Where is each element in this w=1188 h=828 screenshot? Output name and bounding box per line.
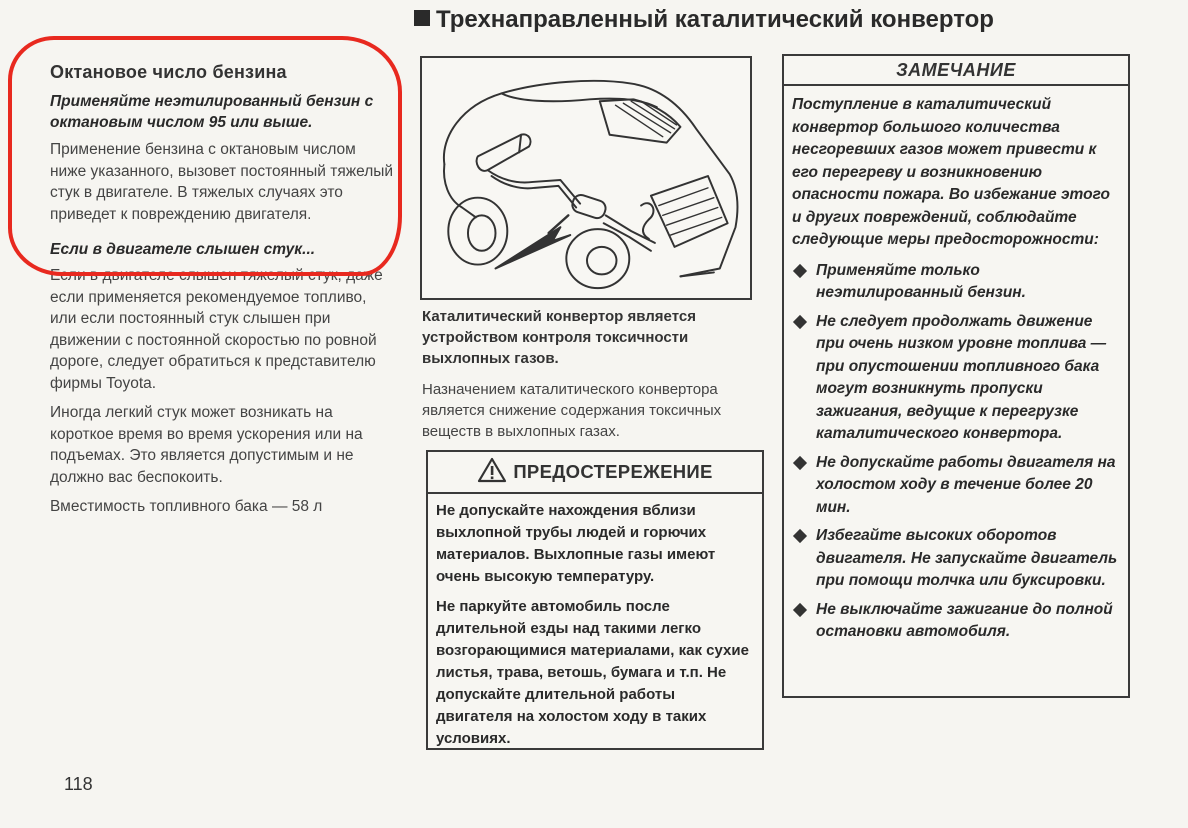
knock-title: Если в двигателе слышен стук... <box>50 241 316 258</box>
note-body <box>784 86 1128 644</box>
knock-paragraph-2: Иногда легкий стук может возникать на короткое время во время ускорения или на подъемах. Это является допустимым и не должно вас беспокоить. <box>50 404 363 486</box>
catalyst-description: Назначением каталитического конвертора является снижение содержания токсичных веществ в выхлопных газах. <box>422 381 722 440</box>
note-item-text: Не выключайте зажигание до полной остановки автомобиля. <box>816 600 1113 640</box>
octane-title: Октановое число бензина <box>50 62 287 82</box>
catalyst-section <box>422 306 762 442</box>
catalyst-caption: Каталитический конвертор является устройством контроля токсичности выхлопных газов. <box>422 308 696 367</box>
note-item <box>792 311 1120 446</box>
note-item <box>792 260 1120 305</box>
diamond-bullet-icon <box>793 263 807 277</box>
caution-body <box>428 494 762 750</box>
car-exhaust-drawing <box>422 58 750 298</box>
note-item-text: Не допускайте работы двигателя на холостом ходу в течение более 20 мин. <box>816 453 1116 516</box>
diamond-bullet-icon <box>793 529 807 543</box>
caution-box <box>426 450 764 750</box>
note-item-text: Избегайте высоких оборотов двигателя. Не запускайте двигатель при помощи толчка или буксировки. <box>816 527 1118 589</box>
note-header: ЗАМЕЧАНИЕ <box>784 56 1128 86</box>
section-heading <box>414 6 994 34</box>
diamond-bullet-icon <box>793 455 807 469</box>
caution-title: ПРЕДОСТЕРЕЖЕНИЕ <box>513 461 713 482</box>
caution-header <box>428 452 762 494</box>
note-list <box>792 260 1120 644</box>
warning-triangle-icon <box>477 457 507 488</box>
octane-section <box>50 62 396 518</box>
section-title: Трехнаправленный каталитический конвертор <box>436 6 994 33</box>
page-number: 118 <box>64 774 93 794</box>
note-item <box>792 599 1120 644</box>
knock-paragraph-1: Если в двигателе слышен тяжелый стук, даже если применяется рекомендуемое топливо, или если постоянный стук слышен при движении с постоянной скоростью по ровной дороге, следует обратиться к представителю фирмы Toyota. <box>50 267 383 392</box>
fuel-tank-capacity: Вместимость топливного бака — 58 л <box>50 498 323 515</box>
octane-instruction: Применяйте неэтилированный бензин с октановым числом 95 или выше. <box>50 93 374 131</box>
catalytic-converter-illustration <box>420 56 752 300</box>
diamond-bullet-icon <box>793 602 807 616</box>
note-item <box>792 525 1120 593</box>
note-item-text: Применяйте только неэтилированный бензин. <box>816 261 1026 301</box>
caution-paragraph-2: Не паркуйте автомобиль после длительной езды над такими легко возгорающимися материалами, как сухие листья, трава, ветошь, бумага и т.п. Не допускайте длительной работы двигателя на холостом ходу в таких условиях. <box>436 598 749 747</box>
square-bullet-icon <box>414 10 430 26</box>
diamond-bullet-icon <box>793 314 807 328</box>
note-intro: Поступление в каталитический конвертор большого количества несгоревших газов может привести к его перегреву и возникновению опасности пожара. Во избежание этого и других повреждений, соблюдайте следующие меры предосторожности: <box>792 96 1110 248</box>
note-item <box>792 452 1120 520</box>
note-box <box>782 54 1130 698</box>
caution-paragraph-1: Не допускайте нахождения вблизи выхлопной трубы людей и горючих материалов. Выхлопные газы имеют очень высокую температуру. <box>436 502 716 585</box>
octane-warning-text: Применение бензина с октановым числом ниже указанного, вызовет постоянный тяжелый стук в двигателе. В тяжелых случаях это приведет к повреждению двигателя. <box>50 141 394 223</box>
note-item-text: Не следует продолжать движение при очень низком уровне топлива — при опустошении топливного бака могут возникнуть пропуски зажигания, ведущие к перегрузке каталитического конвертора. <box>816 312 1107 442</box>
